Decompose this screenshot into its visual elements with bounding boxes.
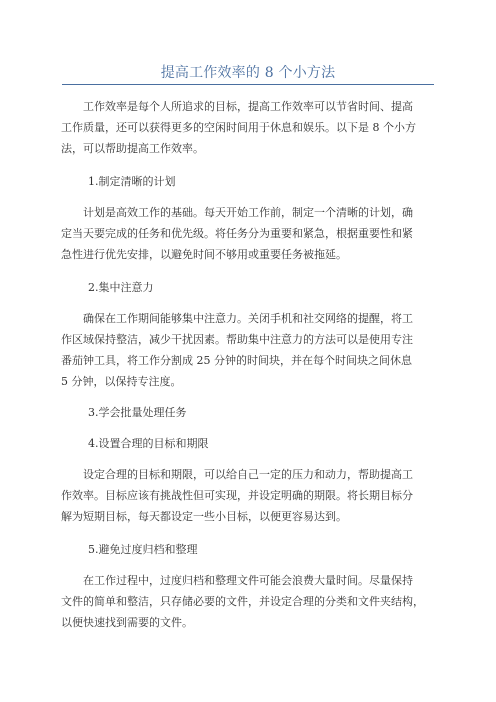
- paragraph-line: 急性进行优先安排，以避免时间不够用或重要任务被拖延。: [61, 248, 347, 261]
- document-title: 提高工作效率的 8 个小方法: [160, 65, 336, 81]
- section-paragraph: [61, 308, 437, 392]
- title-underline: [62, 84, 434, 85]
- paragraph-line: 文件的简单和整洁，只存储必要的文件，并设定合理的分类和文件夹结构，: [61, 595, 424, 608]
- paragraph-line: 5 分钟，以保持专注度。: [61, 375, 182, 388]
- paragraph-line: 工作质量，还可以获得更多的空闲时间用于休息和娱乐。以下是 8 个小方: [61, 121, 416, 134]
- paragraph-line: 定当天要完成的任务和优先级。将任务分为重要和紧急，根据重要性和紧: [61, 227, 413, 240]
- paragraph-line: 作区域保持整洁，减少干扰因素。帮助集中注意力的方法可以是使用专注: [61, 333, 413, 346]
- paragraph-line: 设定合理的目标和期限，可以给自己一定的压力和动力，帮助提高工: [83, 468, 413, 481]
- paragraph-line: 工作效率是每个人所追求的目标，提高工作效率可以节省时间、提高: [83, 100, 413, 113]
- paragraph-line: 以便快速找到需要的文件。: [61, 616, 193, 629]
- paragraph-line: 法，可以帮助提高工作效率。: [61, 142, 204, 155]
- paragraph-line: 番茄钟工具，将工作分割成 25 分钟的时间块，并在每个时间块之间休息: [61, 354, 412, 367]
- paragraph-line: 计划是高效工作的基础。每天开始工作前，制定一个清晰的计划，确: [83, 206, 413, 219]
- intro-paragraph: [61, 96, 437, 159]
- section-paragraph: [61, 202, 437, 265]
- section-paragraph: [61, 570, 437, 633]
- section-heading: 1.制定清晰的计划: [88, 175, 176, 188]
- section-heading: 3.学会批量处理任务: [88, 406, 187, 419]
- section-paragraph: [61, 464, 437, 527]
- section-heading: 5.避免过度归档和整理: [88, 543, 198, 556]
- section-heading: 4.设置合理的目标和期限: [88, 437, 209, 450]
- paragraph-line: 作效率。目标应该有挑战性但可实现，并设定明确的期限。将长期目标分: [61, 489, 413, 502]
- paragraph-line: 确保在工作期间能够集中注意力。关闭手机和社交网络的提醒，将工: [83, 312, 413, 325]
- section-heading: 2.集中注意力: [88, 281, 154, 294]
- paragraph-line: 解为短期目标，每天都设定一些小目标，以便更容易达到。: [61, 510, 347, 523]
- paragraph-line: 在工作过程中，过度归档和整理文件可能会浪费大量时间。尽量保持: [83, 574, 413, 587]
